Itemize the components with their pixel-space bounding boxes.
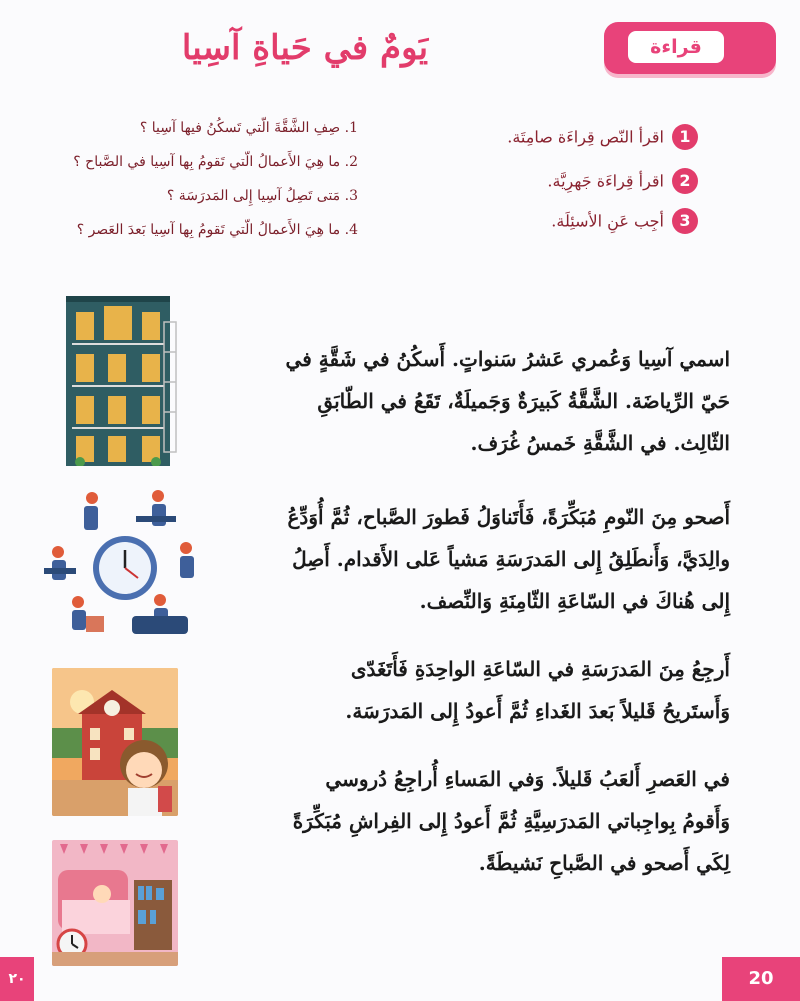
instruction-1 xyxy=(507,124,698,150)
page-number-arabic: ٢٠ xyxy=(0,957,34,1001)
instruction-number: 2 xyxy=(672,168,698,194)
paragraph-1: اسمي آسِيا وَعُمري عَشرُ سَنواتٍ. أَسكُنُ في شَقَّةٍ في حَيّ الرِّياضَة. الشَّقَّةُ كَبيرَةٌ وَجَميلَةٌ، تَقَعُ في الطّابَقِ الثّالِث. في الشَّقَّةِ خَمسُ غُرَف. xyxy=(285,347,730,455)
apartment-building-icon xyxy=(60,292,178,466)
daily-routine-clock-icon xyxy=(40,486,210,646)
page-title: يَومٌ في حَياةِ آسِيا xyxy=(181,28,429,68)
section-label: قراءة xyxy=(628,31,724,63)
page-number: 20 xyxy=(722,957,800,1001)
instruction-number: 1 xyxy=(672,124,698,150)
paragraph-3: أَرجِعُ مِنَ المَدرَسَةِ في السّاعَةِ الواحِدَةِ فَأَتَغَدّى وَأَستَريحُ قَليلاً بَعدَ الغَداءِ ثُمَّ أَعودُ إِلى المَدرَسَة. xyxy=(345,657,730,723)
instruction-text: اقرأ قِراءَة جَهرِيَّة. xyxy=(547,171,664,191)
instruction-3 xyxy=(551,208,698,234)
question-1: 1. صِفِ الشَّقَّةَ الّتي تَسكُنُ فيها آسِيا ؟ xyxy=(139,120,358,136)
instruction-2 xyxy=(547,168,698,194)
school-girl-icon xyxy=(52,668,178,816)
question-2: 2. ما هِيَ الأَعمالُ الّتي تَقومُ بِها آسِيا في الصَّباح ؟ xyxy=(73,154,358,170)
question-4: 4. ما هِيَ الأَعمالُ الّتي تَقومُ بِها آسِيا بَعدَ العَصر ؟ xyxy=(76,222,358,238)
instruction-number: 3 xyxy=(672,208,698,234)
instruction-text: اقرأ النّص قِراءَة صامِتَة. xyxy=(507,127,664,147)
paragraph-4: في العَصرِ أَلعَبُ قَليلاً. وَفي المَساءِ أُراجِعُ دُروسي وَأَقومُ بِواجِباتي المَدرَسِيَّةِ ثُمَّ أَعودُ إِلى الفِراشِ مُبَكِّرَةً لِكَي أَصحو في الصَّباحِ نَشيطَةً. xyxy=(292,767,730,875)
bedroom-icon xyxy=(52,840,178,966)
instruction-text: أجِب عَنِ الأسئِلَة. xyxy=(551,211,664,231)
paragraph-2: أَصحو مِنَ النّومِ مُبَكِّرَةً، فَأَتَناوَلُ فَطورَ الصَّباح، ثُمَّ أُوَدِّعُ والِدَيَّ، وَأَنطَلِقُ إِلى المَدرَسَةِ مَشياً عَلى الأَقدام. أَصِلُ إِلى هُناكَ في السّاعَةِ الثّامِنَةِ وَالنِّصف. xyxy=(287,505,730,613)
question-3: 3. مَتى تَصِلُ آسِيا إِلى المَدرَسَة ؟ xyxy=(166,188,358,204)
